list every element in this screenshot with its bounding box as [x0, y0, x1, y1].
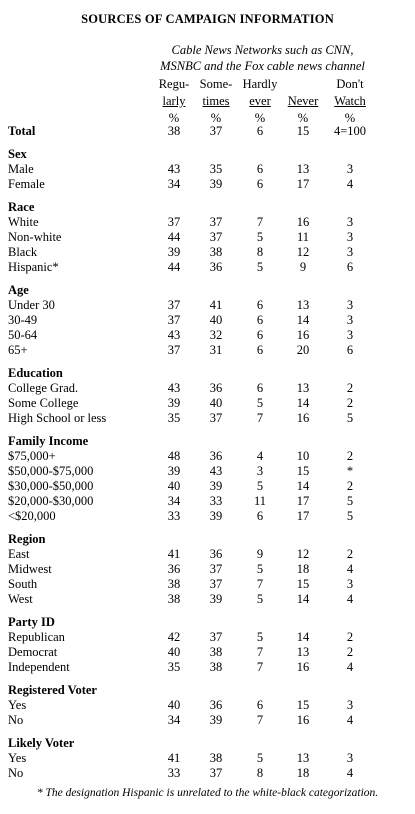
row-value: 11	[296, 230, 310, 244]
row-value: 3	[346, 698, 354, 712]
row-value: 37	[209, 630, 223, 644]
row-label: 50-64	[8, 328, 38, 342]
section-heading: Age	[8, 283, 29, 297]
row-value: 38	[209, 645, 223, 659]
row-value: 34	[167, 713, 181, 727]
row-value: 15	[296, 577, 310, 591]
row-value: 40	[209, 396, 223, 410]
percent-sign: %	[168, 111, 180, 125]
section-heading: Party ID	[8, 615, 55, 629]
row-value: 17	[296, 509, 310, 523]
row-label: Independent	[8, 660, 70, 674]
row-value: 34	[167, 494, 181, 508]
row-value: 7	[256, 713, 264, 727]
row-value: 2	[346, 645, 354, 659]
row-value: 6	[256, 698, 264, 712]
row-value: 16	[296, 660, 310, 674]
section-heading: Likely Voter	[8, 736, 75, 750]
row-value: 39	[209, 592, 223, 606]
row-value: 38	[167, 577, 181, 591]
row-value: 5	[256, 751, 264, 765]
row-label: South	[8, 577, 38, 591]
row-value: 13	[296, 645, 310, 659]
row-value: 8	[256, 766, 264, 780]
row-value: 41	[167, 751, 181, 765]
total-value: 38	[167, 124, 181, 138]
row-value: 33	[167, 766, 181, 780]
row-value: 43	[167, 328, 181, 342]
row-value: 40	[167, 479, 181, 493]
row-value: 41	[209, 298, 223, 312]
row-value: 37	[209, 215, 223, 229]
column-header-line1: Some-	[199, 77, 233, 91]
row-value: 5	[256, 479, 264, 493]
row-value: 38	[209, 751, 223, 765]
row-label: Yes	[8, 698, 27, 712]
total-value: 37	[209, 124, 223, 138]
row-value: 3	[346, 245, 354, 259]
row-value: 17	[296, 177, 310, 191]
row-value: 37	[209, 562, 223, 576]
row-value: 37	[209, 766, 223, 780]
row-value: 3	[346, 751, 354, 765]
row-value: 14	[296, 630, 310, 644]
row-value: 2	[346, 479, 354, 493]
row-label: 30-49	[8, 313, 38, 327]
row-value: 3	[346, 230, 354, 244]
column-header-line1: Hardly	[242, 77, 278, 91]
row-label: Under 30	[8, 298, 55, 312]
row-value: 40	[167, 698, 181, 712]
row-label: Midwest	[8, 562, 52, 576]
row-value: 39	[167, 464, 181, 478]
row-value: 14	[296, 396, 310, 410]
row-value: 5	[256, 230, 264, 244]
percent-sign: %	[297, 111, 309, 125]
row-value: 6	[256, 381, 264, 395]
row-value: 38	[209, 660, 223, 674]
row-value: 5	[256, 630, 264, 644]
row-label: Some College	[8, 396, 79, 410]
row-value: 17	[296, 494, 310, 508]
section-heading: Race	[8, 200, 35, 214]
percent-sign: %	[254, 111, 266, 125]
row-value: 5	[346, 494, 354, 508]
row-label: College Grad.	[8, 381, 79, 395]
row-label: No	[8, 713, 24, 727]
row-value: 2	[346, 396, 354, 410]
row-value: 44	[167, 260, 181, 274]
row-value: 37	[167, 298, 181, 312]
row-value: 16	[296, 328, 310, 342]
total-value: 15	[296, 124, 310, 138]
row-value: 39	[209, 177, 223, 191]
row-value: 35	[167, 660, 181, 674]
row-value: 6	[346, 260, 354, 274]
row-value: 3	[346, 298, 354, 312]
section-heading: Sex	[8, 147, 27, 161]
row-value: 5	[256, 260, 264, 274]
row-value: 36	[209, 449, 223, 463]
row-label: $50,000-$75,000	[8, 464, 94, 478]
row-value: 44	[167, 230, 181, 244]
row-label: Non-white	[8, 230, 62, 244]
column-header-line2: Watch	[334, 94, 366, 108]
row-value: 37	[209, 230, 223, 244]
row-value: 4	[256, 449, 264, 463]
table-subtitle	[130, 42, 395, 74]
column-header-line1: Don't	[336, 77, 364, 91]
row-value: 9	[256, 547, 264, 561]
row-value: 39	[209, 713, 223, 727]
row-value: 6	[256, 177, 264, 191]
row-value: 16	[296, 215, 310, 229]
subtitle-line-1: Cable News Networks such as CNN,	[171, 43, 354, 57]
column-header-line2: ever	[249, 94, 271, 108]
row-value: 32	[209, 328, 223, 342]
section-heading: Family Income	[8, 434, 89, 448]
row-value: 3	[346, 313, 354, 327]
row-label: 65+	[8, 343, 28, 357]
row-value: 36	[209, 260, 223, 274]
column-header-line2: Never	[287, 94, 319, 108]
footnote: * The designation Hispanic is unrelated to the white-black categorization.	[36, 787, 379, 799]
row-label: $20,000-$30,000	[8, 494, 94, 508]
row-value: 7	[256, 411, 264, 425]
row-value: 13	[296, 162, 310, 176]
row-value: 6	[256, 328, 264, 342]
row-value: 38	[167, 592, 181, 606]
row-value: 31	[209, 343, 223, 357]
row-label: White	[8, 215, 39, 229]
row-value: 11	[253, 494, 267, 508]
page-title: SOURCES OF CAMPAIGN INFORMATION	[81, 12, 334, 26]
row-value: 2	[346, 547, 354, 561]
row-value: 4	[346, 562, 354, 576]
row-value: 36	[209, 698, 223, 712]
row-value: 2	[346, 381, 354, 395]
section-heading: Region	[8, 532, 46, 546]
row-value: 3	[346, 215, 354, 229]
row-label: $75,000+	[8, 449, 56, 463]
row-value: 37	[167, 215, 181, 229]
row-value: 3	[256, 464, 264, 478]
row-value: 6	[256, 298, 264, 312]
row-value: 12	[296, 547, 310, 561]
row-value: 20	[296, 343, 310, 357]
row-value: 39	[209, 479, 223, 493]
row-label: Democrat	[8, 645, 58, 659]
row-value: 43	[167, 381, 181, 395]
row-value: 6	[256, 343, 264, 357]
row-value: 13	[296, 381, 310, 395]
row-value: 4	[346, 766, 354, 780]
row-value: 39	[167, 396, 181, 410]
row-value: 34	[167, 177, 181, 191]
row-value: 5	[256, 592, 264, 606]
row-value: 38	[209, 245, 223, 259]
row-value: 18	[296, 562, 310, 576]
row-value: 4	[346, 592, 354, 606]
row-value: 36	[209, 547, 223, 561]
row-value: 33	[167, 509, 181, 523]
row-value: 40	[167, 645, 181, 659]
subtitle-line-2: MSNBC and the Fox cable news channel	[160, 59, 365, 73]
row-value: 10	[296, 449, 310, 463]
row-value: 15	[296, 698, 310, 712]
row-label: <$20,000	[8, 509, 56, 523]
row-value: 39	[209, 509, 223, 523]
percent-sign: %	[344, 111, 356, 125]
row-value: 9	[299, 260, 307, 274]
row-value: 39	[167, 245, 181, 259]
column-header-line2: times	[202, 94, 230, 108]
row-value: 3	[346, 577, 354, 591]
row-value: 37	[209, 411, 223, 425]
row-value: 13	[296, 298, 310, 312]
row-value: 3	[346, 162, 354, 176]
row-value: *	[346, 464, 354, 478]
row-label: Black	[8, 245, 38, 259]
row-label: High School or less	[8, 411, 107, 425]
row-value: 15	[296, 464, 310, 478]
row-value: 5	[346, 411, 354, 425]
row-label: Yes	[8, 751, 27, 765]
row-value: 5	[256, 562, 264, 576]
row-value: 8	[256, 245, 264, 259]
total-value: 4=100	[333, 124, 367, 138]
row-value: 7	[256, 577, 264, 591]
row-value: 42	[167, 630, 181, 644]
row-label: $30,000-$50,000	[8, 479, 94, 493]
row-value: 18	[296, 766, 310, 780]
row-value: 33	[209, 494, 223, 508]
total-value: 6	[256, 124, 264, 138]
row-value: 6	[346, 343, 354, 357]
row-value: 16	[296, 411, 310, 425]
row-label: No	[8, 766, 24, 780]
row-value: 7	[256, 645, 264, 659]
row-value: 14	[296, 592, 310, 606]
row-label: Hispanic*	[8, 260, 59, 274]
row-value: 4	[346, 713, 354, 727]
row-value: 37	[209, 577, 223, 591]
section-heading: Education	[8, 366, 63, 380]
row-value: 16	[296, 713, 310, 727]
row-value: 12	[296, 245, 310, 259]
section-heading: Registered Voter	[8, 683, 97, 697]
row-value: 13	[296, 751, 310, 765]
total-label: Total	[8, 124, 36, 138]
row-value: 6	[256, 313, 264, 327]
row-label: Republican	[8, 630, 65, 644]
row-value: 5	[346, 509, 354, 523]
row-value: 14	[296, 479, 310, 493]
row-value: 6	[256, 162, 264, 176]
row-value: 37	[167, 313, 181, 327]
row-value: 36	[167, 562, 181, 576]
row-value: 6	[256, 509, 264, 523]
row-value: 7	[256, 660, 264, 674]
row-value: 7	[256, 215, 264, 229]
row-value: 3	[346, 328, 354, 342]
row-value: 48	[167, 449, 181, 463]
percent-sign: %	[210, 111, 222, 125]
row-value: 36	[209, 381, 223, 395]
row-value: 43	[209, 464, 223, 478]
row-value: 35	[167, 411, 181, 425]
row-value: 4	[346, 660, 354, 674]
row-label: East	[8, 547, 30, 561]
row-value: 5	[256, 396, 264, 410]
row-value: 35	[209, 162, 223, 176]
row-value: 41	[167, 547, 181, 561]
row-value: 2	[346, 449, 354, 463]
row-value: 40	[209, 313, 223, 327]
row-value: 14	[296, 313, 310, 327]
row-label: Male	[8, 162, 34, 176]
row-label: Female	[8, 177, 45, 191]
column-header-line1: Regu-	[158, 77, 190, 91]
row-label: West	[8, 592, 33, 606]
row-value: 43	[167, 162, 181, 176]
column-header-line2: larly	[162, 94, 186, 108]
row-value: 4	[346, 177, 354, 191]
row-value: 37	[167, 343, 181, 357]
row-value: 2	[346, 630, 354, 644]
